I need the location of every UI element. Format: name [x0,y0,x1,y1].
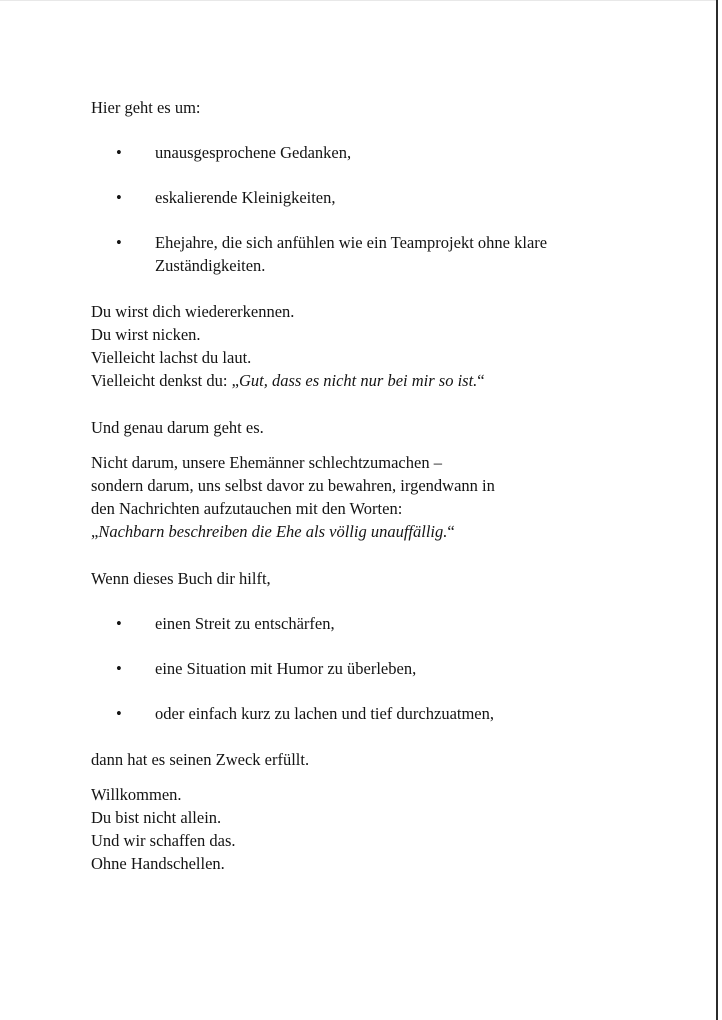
quote-open-mark: „ [91,522,99,541]
quote-open-mark: „ [231,371,239,390]
stanza-line: Du bist nicht allein. [91,808,222,827]
conclusion-paragraph: dann hat es seinen Zweck erfüllt. [91,750,310,769]
list-item [91,186,621,209]
spacer [91,543,621,555]
intro-paragraph: Hier geht es um: [91,98,201,117]
spacer [91,439,621,451]
bullet-text: eskalierende Kleinigkeiten, [155,188,336,207]
bullet-text: Ehejahre, die sich anfühlen wie ein Teamprojekt ohne klare Zuständigkeiten. [155,233,548,275]
bullet-text: oder einfach kurz zu lachen und tief durchzuatmen, [155,704,495,723]
stanza-closing [91,783,621,875]
bullet-dot-icon: • [116,704,122,723]
spacer [91,725,621,748]
bullet-text: eine Situation mit Humor zu überleben, [155,659,417,678]
bullet-list-themes [91,141,621,277]
page-right-margin-strip [718,0,722,1020]
bullet-dot-icon: • [116,659,122,678]
stanza-line: den Nachrichten aufzutauchen mit den Worten: [91,499,403,518]
spacer [91,771,621,783]
stanza-line: Willkommen. [91,785,182,804]
stanza-line: Nicht darum, unsere Ehemänner schlechtzumachen – [91,453,442,472]
stanza-line: Vielleicht lachst du laut. [91,348,252,367]
bullet-dot-icon: • [116,614,122,633]
stanza-line-quoted [91,520,621,543]
list-item [91,231,621,277]
quote-close-mark: “ [447,522,455,541]
emphasis-paragraph: Und genau darum geht es. [91,418,264,437]
spacer [91,392,621,404]
quote-lead-in: Vielleicht denkst du: [91,371,232,390]
spacer [91,277,621,300]
bullet-dot-icon: • [116,188,122,207]
stanza-line: sondern darum, uns selbst davor zu bewahren, irgendwann in [91,476,495,495]
page-text-content [91,96,621,875]
page-top-edge-line [0,0,722,1]
quote-italic-text: Gut, dass es nicht nur bei mir so ist. [238,371,478,390]
bullet-text: unausgesprochene Gedanken, [155,143,352,162]
stanza-recognition [91,300,621,392]
bullet-list-benefits [91,612,621,725]
quote-close-mark: “ [477,371,485,390]
stanza-line: Und wir schaffen das. [91,831,236,850]
stanza-line: Du wirst dich wiedererkennen. [91,302,295,321]
bullet-dot-icon: • [116,233,122,252]
stanza-purpose [91,451,621,543]
bullet-dot-icon: • [116,143,122,162]
list-item [91,657,621,680]
stanza-line-quoted [91,369,621,392]
bullet-text: einen Streit zu entschärfen, [155,614,335,633]
quote-italic-text: Nachbarn beschreiben die Ehe als völlig unauffällig. [98,522,448,541]
stanza-line: Du wirst nicken. [91,325,201,344]
list-item [91,141,621,164]
list-item [91,702,621,725]
conditional-paragraph: Wenn dieses Buch dir hilft, [91,569,271,588]
list-item [91,612,621,635]
stanza-line: Ohne Handschellen. [91,854,225,873]
